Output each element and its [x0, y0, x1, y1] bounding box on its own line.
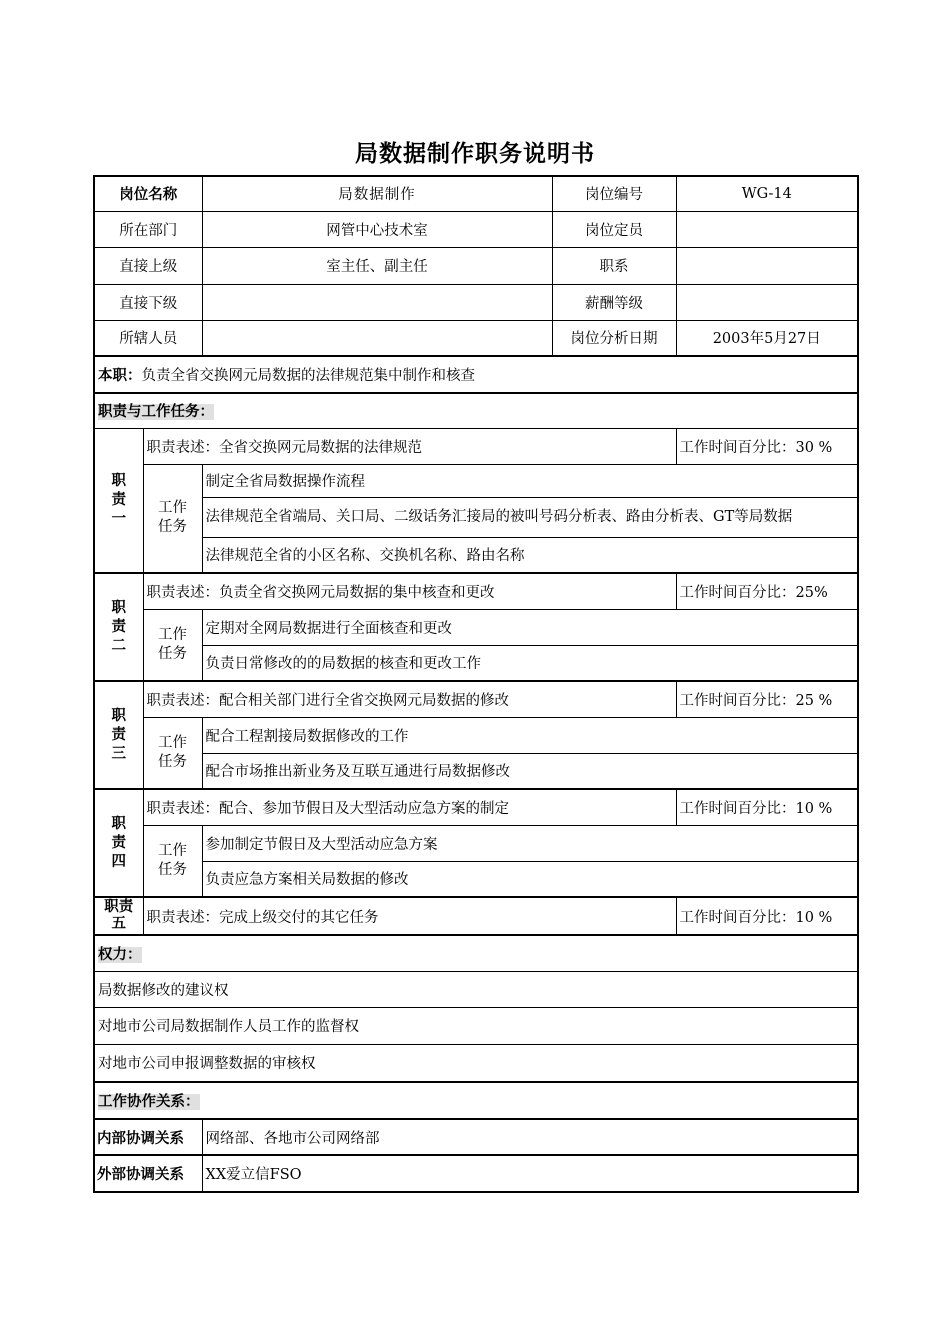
duty-desc-row [94, 573, 858, 609]
field-value [676, 247, 858, 284]
task-item: 制定全省局数据操作流程 [202, 464, 858, 497]
info-row [94, 320, 858, 356]
task-row [94, 464, 858, 497]
duty-description: 职责表述：负责全省交换网元局数据的集中核查和更改 [143, 573, 676, 609]
power-row [94, 1007, 858, 1044]
field-label: 岗位定员 [552, 211, 676, 247]
field-label: 所在部门 [94, 211, 202, 247]
tasks-section-header: 职责与工作任务： [94, 393, 858, 428]
duty-name: 职 责 一 [94, 428, 143, 573]
duty-time-percent: 工作时间百分比：10 % [676, 789, 858, 825]
field-label: 直接上级 [94, 247, 202, 284]
main-duty-row [94, 356, 858, 393]
task-item: 负责日常修改的的局数据的核查和更改工作 [202, 645, 858, 681]
task-item: 配合市场推出新业务及互联互通进行局数据修改 [202, 753, 858, 789]
duty-name: 职 责 二 [94, 573, 143, 681]
task-label: 工作 任务 [143, 464, 202, 573]
task-row [94, 645, 858, 681]
duty-time-percent: 工作时间百分比：30 % [676, 428, 858, 464]
duty-desc-row [94, 681, 858, 717]
main-duty-text: 负责全省交换网元局数据的法律规范集中制作和核查 [141, 368, 475, 384]
relation-section-header: 工作协作关系： [94, 1082, 858, 1119]
field-value [202, 320, 552, 356]
field-label: 岗位编号 [552, 176, 676, 211]
section-header-row [94, 1082, 858, 1119]
main-duty-label: 本职： [98, 368, 142, 384]
task-item: 负责应急方案相关局数据的修改 [202, 861, 858, 897]
task-row [94, 537, 858, 573]
task-label: 工作 任务 [143, 717, 202, 789]
field-label: 直接下级 [94, 284, 202, 320]
task-item: 配合工程割接局数据修改的工作 [202, 717, 858, 753]
field-label: 岗位分析日期 [552, 320, 676, 356]
duty-name: 职责 五 [94, 897, 143, 935]
relation-row [94, 1119, 858, 1155]
duty-description: 职责表述：配合、参加节假日及大型活动应急方案的制定 [143, 789, 676, 825]
document-title: 局数据制作职务说明书 [355, 141, 595, 167]
job-description-table [93, 175, 859, 1193]
field-value: WG-14 [676, 176, 858, 211]
relation-label: 外部协调关系 [94, 1155, 202, 1192]
power-item: 对地市公司申报调整数据的审核权 [94, 1044, 858, 1082]
duty-desc-row [94, 897, 858, 935]
info-row [94, 284, 858, 320]
relation-value: 网络部、各地市公司网络部 [202, 1119, 858, 1155]
duty-time-percent: 工作时间百分比：25 % [676, 681, 858, 717]
duty-desc-row [94, 428, 858, 464]
info-row [94, 247, 858, 284]
power-item: 对地市公司局数据制作人员工作的监督权 [94, 1007, 858, 1044]
task-label: 工作 任务 [143, 825, 202, 897]
task-row [94, 825, 858, 861]
section-header-row [94, 393, 858, 428]
info-row [94, 176, 858, 211]
duty-time-percent: 工作时间百分比：25% [676, 573, 858, 609]
task-row [94, 717, 858, 753]
task-label: 工作 任务 [143, 609, 202, 681]
power-section-header: 权力： [94, 935, 858, 971]
field-value [676, 284, 858, 320]
task-row [94, 861, 858, 897]
field-value: 室主任、副主任 [202, 247, 552, 284]
duty-description: 职责表述：完成上级交付的其它任务 [143, 897, 676, 935]
relation-label: 内部协调关系 [94, 1119, 202, 1155]
duty-desc-row [94, 789, 858, 825]
field-value: 2003年5月27日 [676, 320, 858, 356]
field-label: 薪酬等级 [552, 284, 676, 320]
field-value [676, 211, 858, 247]
task-row [94, 609, 858, 645]
info-row [94, 211, 858, 247]
field-label: 职系 [552, 247, 676, 284]
task-item: 参加制定节假日及大型活动应急方案 [202, 825, 858, 861]
task-row [94, 497, 858, 537]
task-item: 法律规范全省端局、关口局、二级话务汇接局的被叫号码分析表、路由分析表、GT等局数据 [202, 497, 858, 537]
duty-description: 职责表述：全省交换网元局数据的法律规范 [143, 428, 676, 464]
section-header-row [94, 935, 858, 971]
power-row [94, 971, 858, 1007]
field-label: 所辖人员 [94, 320, 202, 356]
field-value: 网管中心技术室 [202, 211, 552, 247]
field-value: 局数据制作 [202, 176, 552, 211]
task-item: 定期对全网局数据进行全面核查和更改 [202, 609, 858, 645]
task-item: 法律规范全省的小区名称、交换机名称、路由名称 [202, 537, 858, 573]
relation-row [94, 1155, 858, 1192]
duty-name: 职 责 三 [94, 681, 143, 789]
field-label: 岗位名称 [94, 176, 202, 211]
power-item: 局数据修改的建议权 [94, 971, 858, 1007]
power-row [94, 1044, 858, 1082]
relation-value: XX爱立信FSO [202, 1155, 858, 1192]
duty-description: 职责表述：配合相关部门进行全省交换网元局数据的修改 [143, 681, 676, 717]
duty-time-percent: 工作时间百分比：10 % [676, 897, 858, 935]
task-row [94, 753, 858, 789]
main-duty [94, 356, 858, 393]
field-value [202, 284, 552, 320]
duty-name: 职 责 四 [94, 789, 143, 897]
